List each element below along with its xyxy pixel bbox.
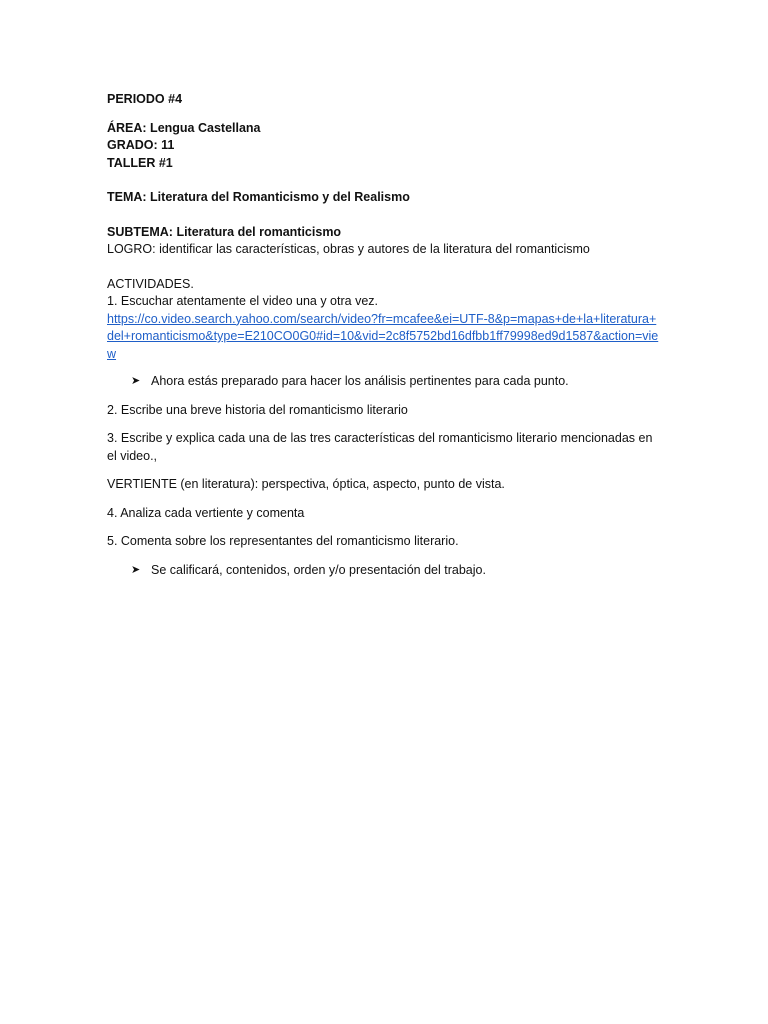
bullet-item-2-text: Se calificará, contenidos, orden y/o presentación del trabajo. [151,562,486,577]
document-body [107,91,663,579]
arrowhead-bullet-icon: ➤ [131,563,141,576]
arrowhead-bullet-icon: ➤ [131,375,141,387]
actividades-heading: ACTIVIDADES. [107,276,194,291]
activity-item-4: 4. Analiza cada vertiente y comenta [107,505,305,520]
bullet-item-1-text: Ahora estás preparado para hacer los análisis pertinentes para cada punto. [151,374,569,388]
tema-heading: TEMA: Literatura del Romanticismo y del Realismo [107,190,410,204]
activity-item-1: 1. Escuchar atentamente el video una y otra vez. [107,294,378,308]
bullet-item-2 [107,562,663,580]
logro-text: LOGRO: identificar las características, obras y autores de la literatura del romanticismo [107,242,590,256]
grado-heading: GRADO: 11 [107,138,175,152]
activity-item-2: 2. Escribe una breve historia del romanticismo literario [107,402,408,417]
area-heading: ÁREA: Lengua Castellana [107,120,261,135]
subtema-heading: SUBTEMA: Literatura del romanticismo [107,224,342,239]
video-link[interactable]: https://co.video.search.yahoo.com/search/video?fr=mcafee&ei=UTF-8&p=mapas+de+la+literatura+del+romanticismo&type=E210CO0G0#id=10&vid=2c8f5752bd16dfbb1ff79998ed9d1587&action=view [107,311,659,361]
vertiente-definition: VERTIENTE (en literatura): perspectiva, óptica, aspecto, punto de vista. [107,477,505,491]
periodo-heading: PERIODO #4 [107,92,183,106]
activity-item-3: 3. Escribe y explica cada una de las tres características del romanticismo literario mencionadas en el video., [107,431,653,463]
activity-item-5: 5. Comenta sobre los representantes del romanticismo literario. [107,534,459,548]
bullet-item-1 [107,373,663,391]
taller-heading: TALLER #1 [107,155,173,170]
